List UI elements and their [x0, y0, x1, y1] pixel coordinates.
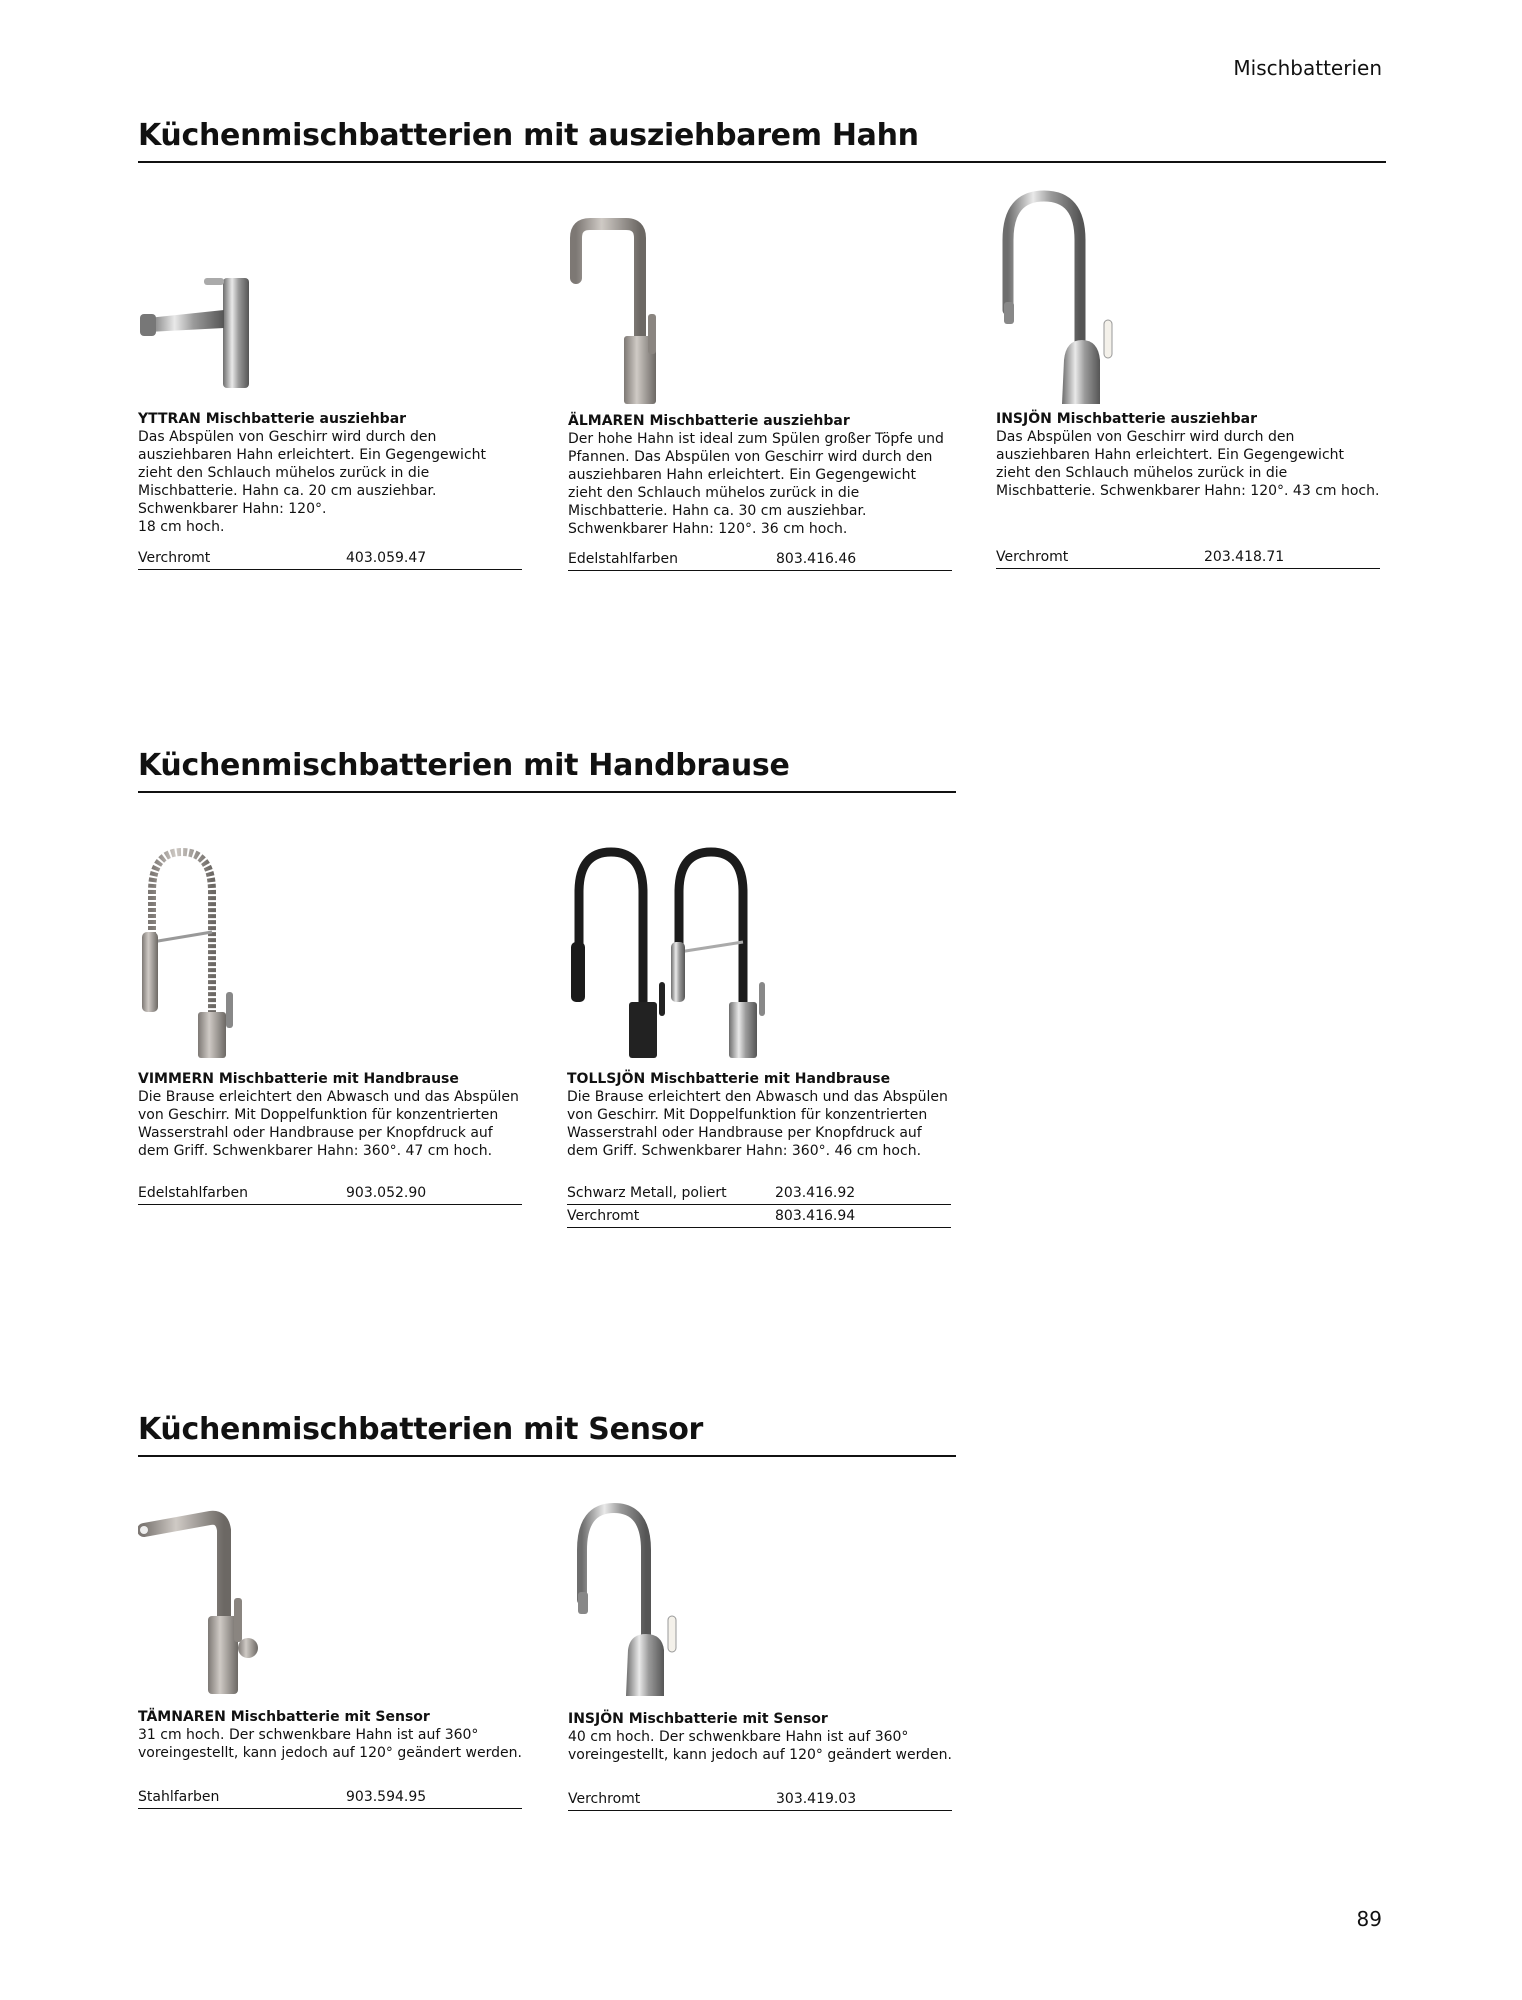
product-description: Das Abspülen von Geschirr wird durch den ausziehbaren Hahn erleichtert. Ein Gegengewicht zieht den Schlauch mühelos zurück in die Mischbatterie. Schwenkbarer Hahn: 120°. 43 cm hoch.	[996, 429, 1380, 499]
variant-article-number: 803.416.46	[776, 551, 857, 567]
product-card-tollsjon	[567, 838, 951, 1238]
product-description: Die Brause erleichtert den Abwasch und das Abspülen von Geschirr. Mit Doppelfunktion für konzentrierten Wasserstrahl oder Handbrause per Knopfdruck auf dem Griff. Schwenkbarer Hahn: 360°. 46 cm hoch.	[567, 1089, 948, 1159]
product-name: INSJÖN Mischbatterie ausziehbar	[996, 411, 1257, 427]
product-description: 40 cm hoch. Der schwenkbare Hahn ist auf 360° voreingestellt, kann jedoch auf 120° geändert werden.	[568, 1729, 952, 1763]
faucet-insjon-sensor-image	[568, 1500, 698, 1700]
variant-color: Verchromt	[567, 1208, 640, 1224]
faucet-tollsjon-image	[567, 842, 797, 1062]
product-card-tamnaren	[138, 1500, 522, 1830]
product-card-insjon	[996, 180, 1380, 580]
variant-color: Verchromt	[996, 549, 1069, 565]
section-divider	[138, 1455, 956, 1457]
product-description: 31 cm hoch. Der schwenkbare Hahn ist auf 360° voreingestellt, kann jedoch auf 120° geändert werden.	[138, 1727, 522, 1761]
variant-color: Edelstahlfarben	[138, 1185, 248, 1201]
variant-article-number: 803.416.94	[775, 1208, 856, 1224]
variant-row	[138, 1786, 522, 1809]
variant-article-number: 303.419.03	[776, 1791, 857, 1807]
variant-color: Stahlfarben	[138, 1789, 220, 1805]
faucet-insjon-image	[996, 190, 1126, 410]
section-divider	[138, 161, 1386, 163]
variant-row	[568, 548, 952, 571]
product-name: ÄLMAREN Mischbatterie ausziehbar	[568, 413, 850, 429]
section-divider	[138, 791, 956, 793]
product-name: INSJÖN Mischbatterie mit Sensor	[568, 1711, 828, 1727]
product-description: Das Abspülen von Geschirr wird durch den ausziehbaren Hahn erleichtert. Ein Gegengewicht zieht den Schlauch mühelos zurück in die Mischbatterie. Hahn ca. 20 cm ausziehbar. Schwenkbarer Hahn: 120°. 18 cm hoch.	[138, 429, 486, 535]
variant-article-number: 203.418.71	[1204, 549, 1285, 565]
product-card-almaren	[568, 180, 952, 580]
product-card-vimmern	[138, 838, 522, 1238]
product-name: TÄMNAREN Mischbatterie mit Sensor	[138, 1709, 430, 1725]
variant-color: Edelstahlfarben	[568, 551, 678, 567]
variant-color: Schwarz Metall, poliert	[567, 1185, 727, 1201]
variant-row	[568, 1788, 952, 1811]
faucet-vimmern-image	[138, 842, 258, 1062]
product-card-yttran	[138, 180, 522, 580]
variant-row	[138, 547, 522, 570]
faucet-almaren-image	[568, 218, 688, 408]
faucet-yttran-image	[138, 270, 268, 400]
variant-color: Verchromt	[138, 550, 211, 566]
variant-row	[567, 1182, 951, 1205]
variant-article-number: 903.052.90	[346, 1185, 427, 1201]
section-title-pullout: Küchenmischbatterien mit ausziehbarem Hahn	[138, 118, 919, 153]
variant-article-number: 203.416.92	[775, 1185, 856, 1201]
product-name: TOLLSJÖN Mischbatterie mit Handbrause	[567, 1071, 891, 1087]
section-title-sensor: Küchenmischbatterien mit Sensor	[138, 1412, 704, 1447]
product-description: Der hohe Hahn ist ideal zum Spülen großer Töpfe und Pfannen. Das Abspülen von Geschirr wird durch den ausziehbaren Hahn erleichtert. Ein Gegengewicht zieht den Schlauch mühelos zurück in die Mischbatterie. Hahn ca. 30 cm ausziehbar. Schwenkbarer Hahn: 120°. 36 cm hoch.	[568, 431, 944, 537]
variant-row	[567, 1205, 951, 1228]
variant-article-number: 903.594.95	[346, 1789, 427, 1805]
faucet-tamnaren-image	[138, 1508, 268, 1698]
variant-color: Verchromt	[568, 1791, 641, 1807]
product-name: VIMMERN Mischbatterie mit Handbrause	[138, 1071, 459, 1087]
product-description: Die Brause erleichtert den Abwasch und das Abspülen von Geschirr. Mit Doppelfunktion für konzentrierten Wasserstrahl oder Handbrause per Knopfdruck auf dem Griff. Schwenkbarer Hahn: 360°. 47 cm hoch.	[138, 1089, 519, 1159]
page-header-label: Mischbatterien	[1233, 56, 1382, 80]
variant-row	[138, 1182, 522, 1205]
product-name: YTTRAN Mischbatterie ausziehbar	[138, 411, 407, 427]
product-card-insjon-sensor	[568, 1500, 952, 1830]
variant-article-number: 403.059.47	[346, 550, 427, 566]
section-title-handbrause: Küchenmischbatterien mit Handbrause	[138, 748, 790, 783]
variant-row	[996, 546, 1380, 569]
page-number: 89	[1356, 1907, 1382, 1931]
